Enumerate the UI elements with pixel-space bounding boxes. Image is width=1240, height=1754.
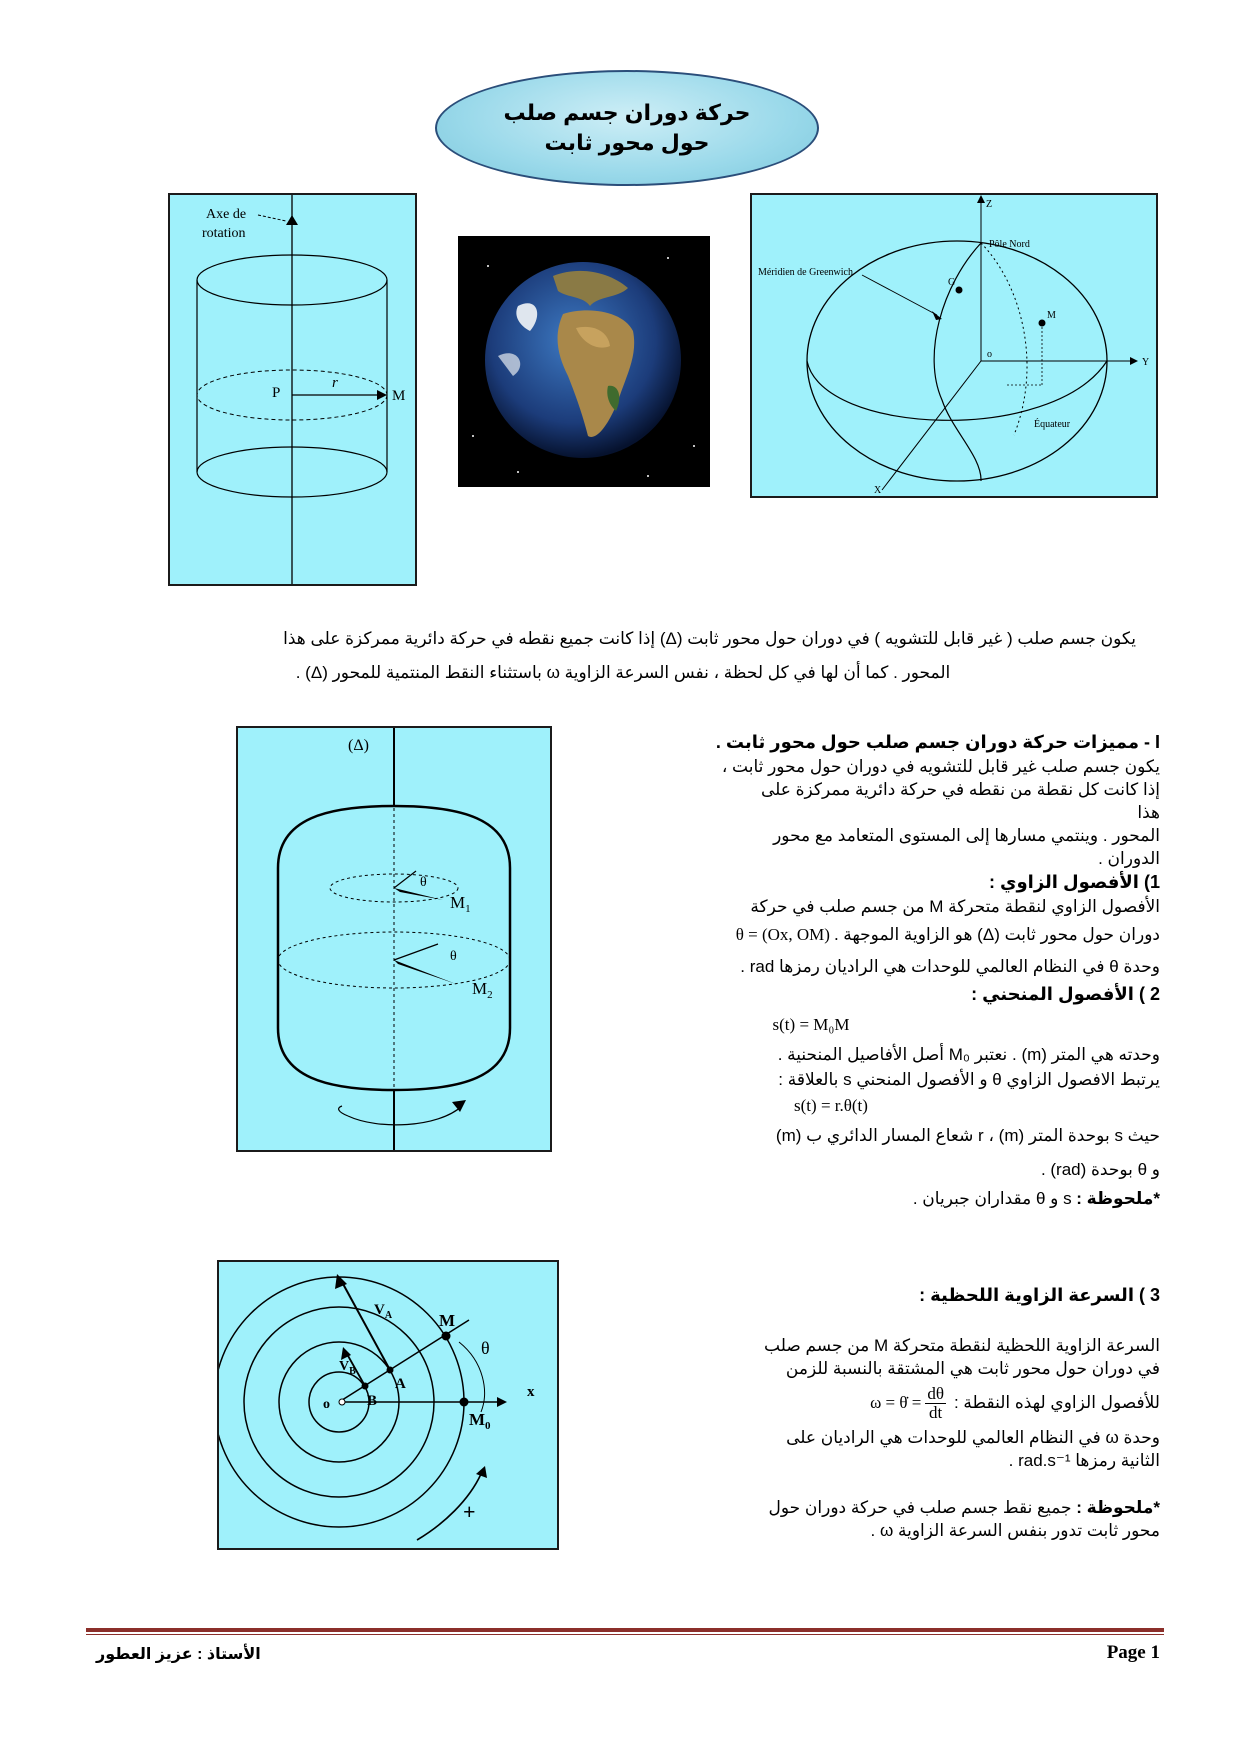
velocity-note-line-2: محور ثابت تدور بنفس السرعة الزاوية ω . (870, 1521, 1160, 1540)
title-line-1: حركة دوران جسم صلب (503, 100, 751, 125)
velocity-line-4: وحدة ω في النظام العالمي للوحدات هي الراديان على (786, 1428, 1160, 1447)
point-g-label: G (948, 277, 956, 288)
footer-page-number: Page 1 (1106, 1642, 1160, 1663)
title-line-2: حول محور ثابت (544, 130, 710, 155)
cylinder-figure (168, 193, 417, 586)
curvilinear-formula: s(t) = M₀M (772, 1015, 850, 1034)
section-velocity (612, 1283, 1160, 1542)
section-1-line-1: يكون جسم صلب غير قابل للتشويه في دوران حول محور ثابت ، (721, 757, 1160, 776)
axe-label-1: Axe de (206, 207, 247, 222)
velocity-formula-line: للأفصول الزاوي لهذه النقطة : ω = θ̇ = $\frac{d\theta}{dt}$ (612, 1380, 1160, 1426)
meridian-label: Méridien de Greenwich (758, 267, 853, 278)
velocity-note: *ملحوظة : جميع نقط جسم صلب في حركة دوران حول (768, 1498, 1160, 1517)
curvilinear-note: *ملحوظة : s و θ مقداران جبريان . (912, 1189, 1160, 1208)
theta2-label: θ (450, 949, 457, 964)
velocity-formula: ω = θ̇ = $\frac{d\theta}{dt}$ (870, 1383, 944, 1422)
capsule-figure (236, 726, 552, 1152)
equator-label: Équateur (1034, 419, 1071, 430)
axe-label-2: rotation (202, 226, 246, 241)
velocity-heading: 3 ) السرعة الزاوية اللحظية : (919, 1285, 1160, 1305)
velocity-line-2: في دوران حول محور ثابت هي المشتقة بالنسبة للزمن (785, 1359, 1160, 1378)
va-label: $V_A$ (374, 1302, 393, 1321)
angular-line-1: الأفصول الزاوي لنقطة متحركة M من جسم صلب في حركة (750, 897, 1160, 916)
earth-image (458, 236, 710, 487)
x-label: x (527, 1384, 535, 1400)
footer-rule-thin (86, 1634, 1164, 1635)
footer-rule (86, 1628, 1164, 1632)
a-label: A (395, 1376, 406, 1392)
circles-drawing (219, 1262, 557, 1548)
cylinder-drawing (170, 195, 415, 584)
north-pole-label: Pôle Nord (989, 239, 1030, 250)
angular-line-3: وحدة θ في النظام العالمي للوحدات هي الراديان رمزها rad . (740, 957, 1160, 976)
circles-figure (217, 1260, 559, 1550)
angular-heading: 1) الأفصول الزاوي : (989, 872, 1160, 892)
theta-label: θ (481, 1338, 490, 1358)
m0-label: $M_0$ (469, 1410, 491, 1432)
section-1-line-4: الدوران . (1098, 849, 1160, 868)
theta1-label: θ (420, 875, 427, 890)
velocity-line-5: الثانية رمزها rad.s⁻¹ . (1008, 1451, 1160, 1470)
o-label: o (323, 1397, 330, 1412)
velocity-line-1: السرعة الزاوية اللحظية لنقطة متحركة M من جسم صلب (764, 1336, 1160, 1355)
point-m-label: M (392, 388, 406, 404)
axis-y: Y (1142, 357, 1150, 368)
footer-author: الأستاذ : عزيز العطور (96, 1646, 261, 1663)
point-m-label: M (1047, 310, 1056, 321)
section-1-heading: I - مميزات حركة دوران جسم صلب حول محور ثابت . (715, 732, 1160, 752)
curvilinear-line-2: يرتبط الافصول الزاوي θ و الأفصول المنحني s بالعلاقة : (778, 1070, 1160, 1089)
curvilinear-line-4: و θ بوحدة (rad) . (1040, 1160, 1160, 1179)
section-1 (612, 730, 1160, 1212)
radius-r-label: r (332, 375, 338, 391)
globe-drawing (752, 195, 1156, 496)
page-title (435, 70, 819, 186)
curvilinear-heading: 2 ) الأفصول المنحني : (971, 984, 1160, 1004)
m-label: M (439, 1311, 456, 1330)
plus-label: + (463, 1499, 476, 1524)
section-1-line-3: المحور . وينتمي مسارها إلى المستوى المتعامد مع محور (773, 826, 1160, 845)
intro-line-1: يكون جسم صلب ( غير قابل للتشويه ) في دوران حول محور ثابت (Δ) إذا كانت جميع نقطه في حركة دائرية ممركزة على هذا (283, 629, 1136, 648)
origin-o-label: o (987, 349, 992, 360)
earth-drawing (458, 236, 710, 487)
axis-x: X (874, 485, 882, 496)
capsule-drawing (238, 728, 550, 1150)
curvilinear-formula-2: s(t) = r.θ(t) (794, 1096, 868, 1115)
vb-label: $V_B$ (339, 1359, 356, 1377)
m2-label: $M_2$ (472, 979, 493, 1001)
m1-label: $M_1$ (450, 893, 471, 915)
angular-line-2: دوران حول محور ثابت (Δ) هو الزاوية الموجهة θ = (Ox, OM) . (735, 925, 1160, 944)
delta-label: (Δ) (348, 737, 369, 754)
section-1-line-2: إذا كانت كل نقطة من نقطه في حركة دائرية ممركزة على هذا (760, 780, 1160, 822)
point-p-label: P (272, 385, 281, 401)
intro-paragraph (110, 622, 1136, 690)
theta-definition: θ = (Ox, OM) . (735, 925, 839, 944)
axis-z: Z (986, 199, 993, 210)
b-label: B (367, 1393, 378, 1409)
intro-line-2: المحور . كما أن لها في كل لحظة ، نفس السرعة الزاوية ω باستثناء النقط المنتمية للمحور (Δ) . (295, 663, 951, 682)
globe-figure (750, 193, 1158, 498)
curvilinear-line-3: حيث s بوحدة المتر (m) ، r شعاع المسار الدائري ب (m) (775, 1126, 1160, 1145)
curvilinear-line-1: وحدته هي المتر (m) . نعتبر M₀ أصل الأفاصيل المنحنية . (777, 1045, 1160, 1064)
